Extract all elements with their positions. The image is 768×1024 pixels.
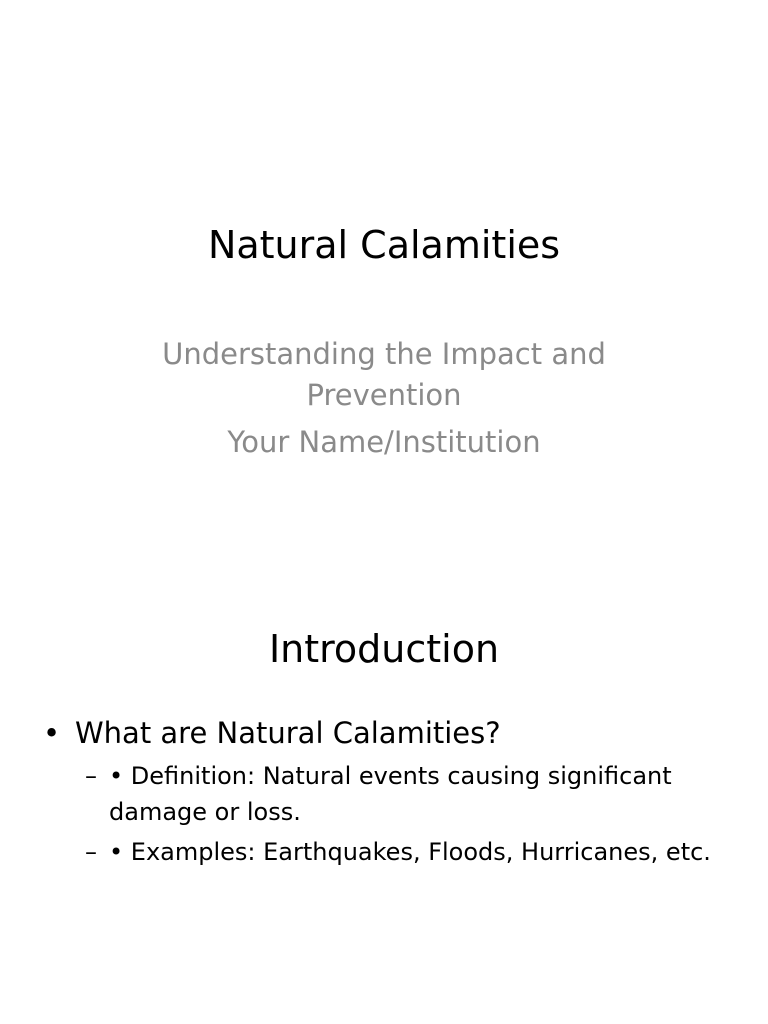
sub-bullet-marker: –	[85, 838, 97, 866]
subtitle-line: Understanding the Impact and Prevention	[162, 337, 606, 412]
slide-title: Introduction	[268, 627, 500, 671]
sub-bullet-text: • Examples: Earthquakes, Floods, Hurricanes, etc.	[109, 838, 711, 866]
sub-bullet-text: • Definition: Natural events causing significant damage or loss.	[109, 762, 672, 826]
slide-title: Natural Calamities	[207, 223, 561, 267]
bullet-item	[40, 714, 730, 752]
bullet-list	[40, 714, 730, 874]
bullet-marker: •	[43, 716, 61, 750]
slide-subtitle	[120, 334, 648, 463]
sub-bullet-marker: –	[85, 762, 97, 790]
author-line: Your Name/Institution	[227, 425, 541, 459]
sub-bullet-item	[40, 758, 730, 830]
introduction-slide	[0, 576, 768, 1024]
bullet-text: What are Natural Calamities?	[75, 716, 501, 750]
sub-bullet-item	[40, 834, 730, 870]
